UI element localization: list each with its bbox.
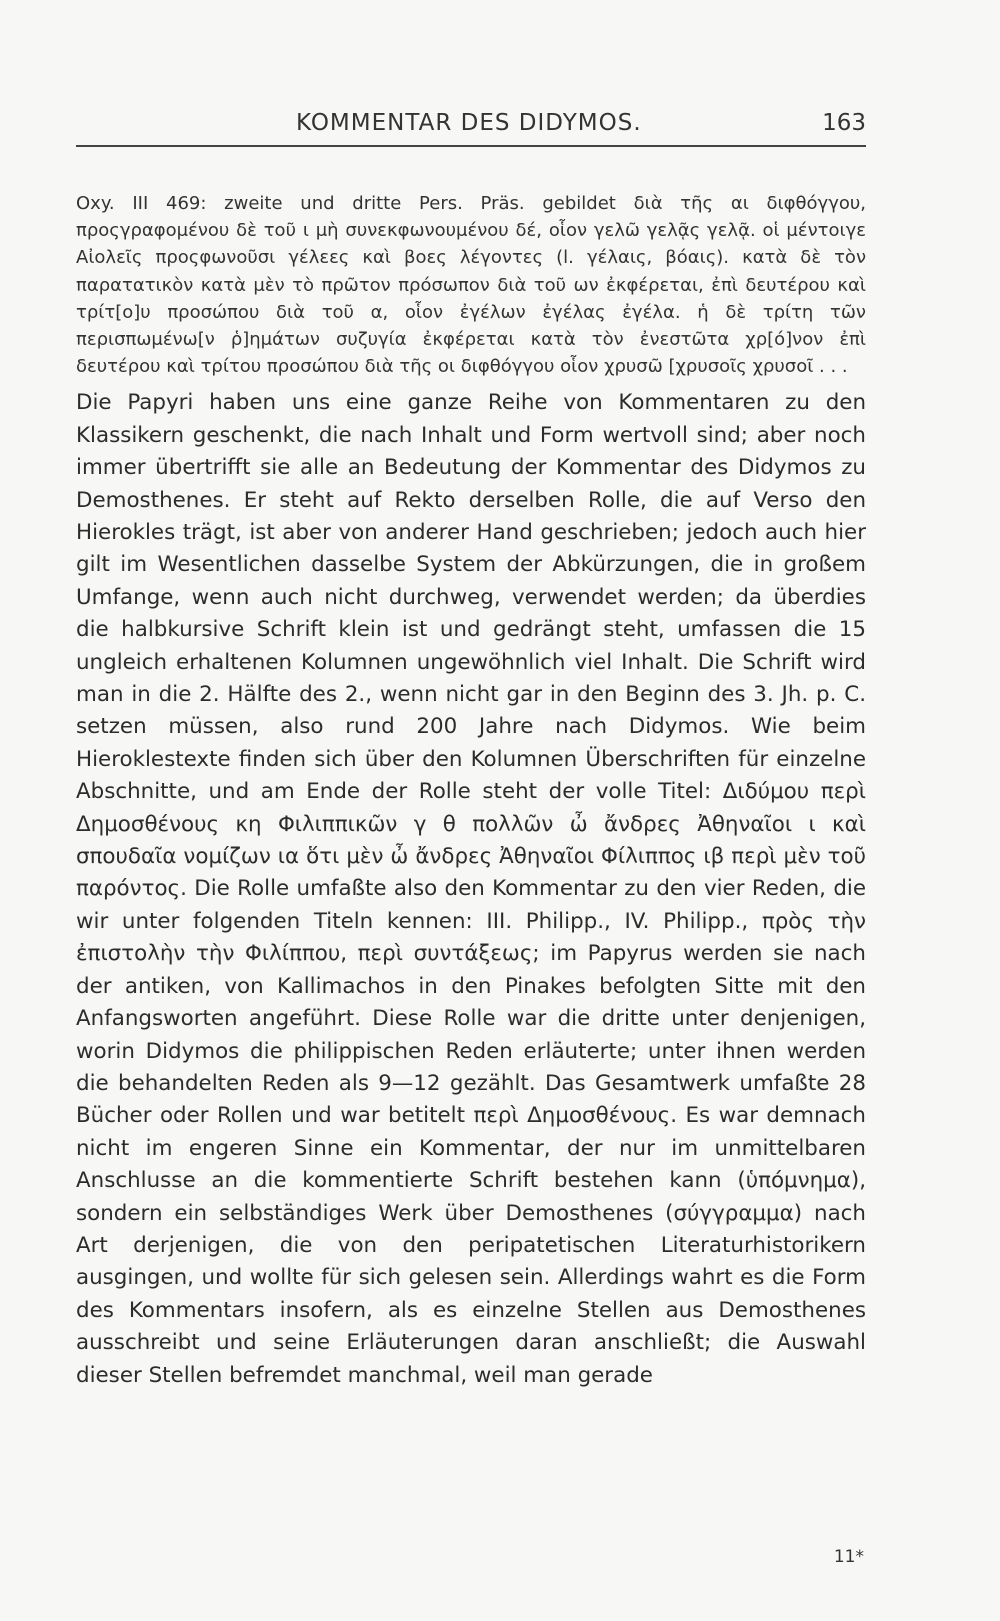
- page-number: 163: [822, 110, 866, 136]
- header-rule: [76, 145, 866, 147]
- main-paragraph: Die Papyri haben uns eine ganze Reihe von Kommentaren zu den Klassikern geschenkt, die nach Inhalt und Form wertvoll sind; aber noch immer übertrifft sie alle an Bedeutung der Kommentar des Didymos zu Demosthenes. Er steht auf Rekto derselben Rolle, die auf Verso den Hierokles trägt, ist aber von anderer Hand geschrieben; jedoch auch hier gilt im Wesentlichen dasselbe System der Abkürzungen, die in großem Umfange, wenn auch nicht durchweg, verwendet werden; da überdies die halbkursive Schrift klein ist und gedrängt steht, umfassen die 15 ungleich erhaltenen Kolumnen ungewöhnlich viel Inhalt. Die Schrift wird man in die 2. Hälfte des 2., wenn nicht gar in den Beginn des 3. Jh. p. C. setzen müssen, also rund 200 Jahre nach Didymos. Wie beim Hieroklestexte finden sich über den Kolumnen Überschriften für einzelne Abschnitte, und am Ende der Rolle steht der volle Titel: Διδύμου περὶ Δημοσθένους κη Φιλιππικῶν γ θ πολλῶν ὦ ἄνδρες Ἀθηναῖοι ι καὶ σπουδαῖα νομίζων ια ὅτι μὲν ὦ ἄνδρες Ἀθηναῖοι Φίλιππος ιβ περὶ μὲν τοῦ παρόντος. Die Rolle umfaßte also den Kommentar zu den vier Reden, die wir unter folgenden Titeln kennen: III. Philipp., IV. Philipp., πρὸς τὴν ἐπιστολὴν τὴν Φιλίππου, περὶ συντάξεως; im Papyrus werden sie nach der antiken, von Kallimachos in den Pinakes befolgten Sitte mit den Anfangsworten angeführt. Diese Rolle war die dritte unter denjenigen, worin Didymos die philippischen Reden erläuterte; unter ihnen werden die behandelten Reden als 9—12 gezählt. Das Gesamtwerk umfaßte 28 Bücher oder Rollen und war betitelt περὶ Δημοσθένους. Es war demnach nicht im engeren Sinne ein Kommentar, der nur im unmittelbaren Anschlusse an die kommentierte Schrift bestehen kann (ὑπόμνημα), sondern ein selbständiges Werk über Demosthenes (σύγγραμμα) nach Art derjenigen, die von den peripatetischen Literaturhistorikern ausgingen, und wollte für sich gelesen sein. Allerdings wahrt es die Form des Kommentars insofern, als es einzelne Stellen aus Demosthenes ausschreibt und seine Erläuterungen daran anschließt; die Auswahl dieser Stellen befremdet manchmal, weil man gerade: [76, 390, 866, 1388]
- signature-mark: 11*: [833, 1547, 864, 1567]
- running-title: KOMMENTAR DES DIDYMOS.: [296, 110, 642, 136]
- running-head: [76, 110, 866, 150]
- greek-quotation-paragraph: Oxy. III 469: zweite und dritte Pers. Präs. gebildet διὰ τῆς αι διφθόγγου, προςγραφομένου δὲ τοῦ ι μὴ συνεκφωνουμένου δέ, οἷον γελῶ γελᾷς γελᾷ. οἱ μέντοιγε Αἰολεῖς προςφωνοῦσι γέλεες καὶ βοες λέγοντες (l. γέλαις, βόαις). κατὰ δὲ τὸν παρατατικὸν κατὰ μὲν τὸ πρῶτον πρόσωπον διὰ τοῦ ων ἐκφέρεται, ἐπὶ δευτέρου καὶ τρίτ[ο]υ προσώπου διὰ τοῦ α, οἷον ἐγέλων ἐγέλας ἐγέλα. ἡ δὲ τρίτη τῶν περισπωμένω[ν ῥ]ημάτων συζυγία ἐκφέρεται κατὰ τὸν ἐνεστῶτα χρ[ό]νον ἐπὶ δευτέρου καὶ τρίτου προσώπου διὰ τῆς οι διφθόγγου οἷον χρυσῶ [χρυσοῖς χρυσοῖ . . .: [76, 193, 866, 378]
